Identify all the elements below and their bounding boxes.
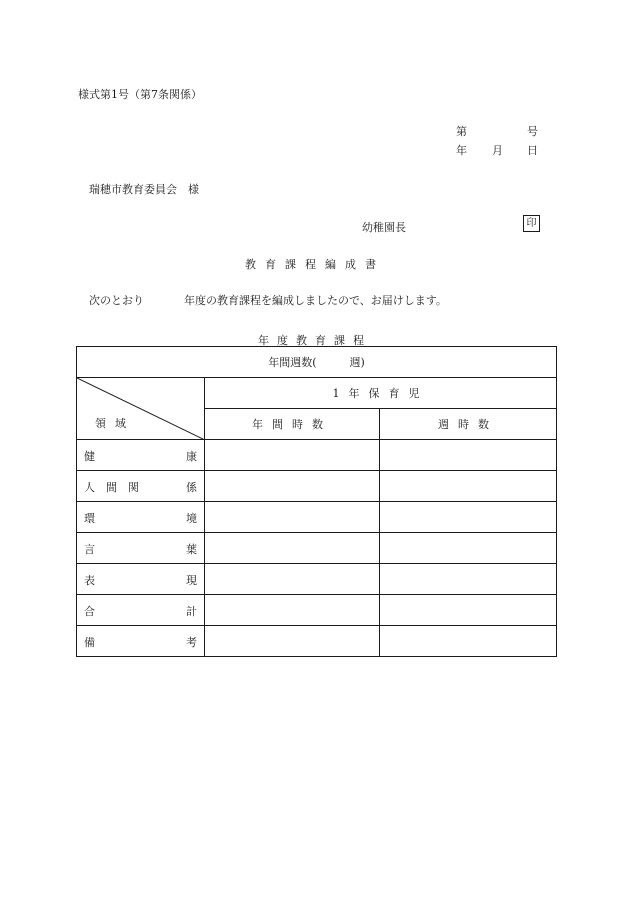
domain-header-cell bbox=[77, 378, 205, 440]
seal-stamp: 印 bbox=[523, 215, 540, 232]
domain-name-right: 計 bbox=[186, 605, 197, 618]
annual-weeks-row bbox=[77, 347, 557, 378]
domain-name-right: 葉 bbox=[186, 543, 197, 556]
weekly-hours-input[interactable] bbox=[380, 502, 557, 533]
date-month-label: 月 bbox=[492, 144, 503, 157]
annual-hours-input[interactable] bbox=[205, 595, 380, 626]
domain-header-label: 領域 bbox=[95, 417, 135, 430]
domain-name-left: 健 bbox=[84, 450, 95, 463]
grade-header-cell: 1年保育児 bbox=[205, 378, 557, 409]
annual-hours-input[interactable] bbox=[205, 626, 380, 657]
domain-name-right: 現 bbox=[186, 574, 197, 587]
grade-header-row bbox=[77, 378, 557, 409]
body-text-before-year: 次のとおり bbox=[89, 294, 144, 307]
curriculum-table bbox=[76, 346, 557, 657]
table-row bbox=[77, 502, 557, 533]
domain-name-left: 合 bbox=[84, 605, 95, 618]
domain-cell bbox=[77, 595, 205, 626]
domain-cell bbox=[77, 471, 205, 502]
weekly-hours-input[interactable] bbox=[380, 533, 557, 564]
annual-hours-input[interactable] bbox=[205, 564, 380, 595]
weekly-hours-input[interactable] bbox=[380, 626, 557, 657]
table-caption: 年度教育課程 bbox=[258, 334, 372, 347]
principal-label: 幼稚園長 bbox=[362, 221, 406, 234]
domain-name-right: 考 bbox=[186, 636, 197, 649]
domain-name-right: 康 bbox=[186, 450, 197, 463]
domain-name-left: 表 bbox=[84, 574, 95, 587]
weekly-hours-input[interactable] bbox=[380, 440, 557, 471]
weekly-hours-input[interactable] bbox=[380, 564, 557, 595]
addressee: 瑞穂市教育委員会 様 bbox=[89, 183, 199, 196]
domain-cell bbox=[77, 502, 205, 533]
domain-cell bbox=[77, 533, 205, 564]
date-year-label: 年 bbox=[456, 144, 467, 157]
domain-name-left: 人 間 関 bbox=[84, 481, 139, 494]
annual-weeks-cell: 年間週数( 週) bbox=[77, 347, 557, 378]
domain-cell bbox=[77, 626, 205, 657]
annual-hours-input[interactable] bbox=[205, 440, 380, 471]
document-number-prefix: 第 bbox=[456, 125, 467, 138]
document-title: 教育課程編成書 bbox=[245, 258, 385, 271]
form-identifier: 様式第1号（第7条関係） bbox=[78, 88, 202, 101]
annual-hours-header: 年間時数 bbox=[205, 409, 380, 440]
annual-hours-input[interactable] bbox=[205, 502, 380, 533]
table-row bbox=[77, 564, 557, 595]
table-row bbox=[77, 595, 557, 626]
table-row bbox=[77, 440, 557, 471]
table-row bbox=[77, 471, 557, 502]
domain-name-right: 係 bbox=[186, 481, 197, 494]
weekly-hours-input[interactable] bbox=[380, 471, 557, 502]
domain-cell bbox=[77, 440, 205, 471]
domain-name-left: 環 bbox=[84, 512, 95, 525]
table-row bbox=[77, 533, 557, 564]
date-day-label: 日 bbox=[527, 144, 538, 157]
domain-name-right: 境 bbox=[186, 512, 197, 525]
annual-hours-input[interactable] bbox=[205, 533, 380, 564]
table-row bbox=[77, 626, 557, 657]
document-number-suffix: 号 bbox=[527, 125, 538, 138]
domain-name-left: 備 bbox=[84, 636, 95, 649]
weekly-hours-input[interactable] bbox=[380, 595, 557, 626]
weekly-hours-header: 週時数 bbox=[380, 409, 557, 440]
body-text-after-year: 年度の教育課程を編成しましたので、お届けします。 bbox=[184, 294, 447, 307]
annual-hours-input[interactable] bbox=[205, 471, 380, 502]
domain-name-left: 言 bbox=[84, 543, 95, 556]
domain-cell bbox=[77, 564, 205, 595]
